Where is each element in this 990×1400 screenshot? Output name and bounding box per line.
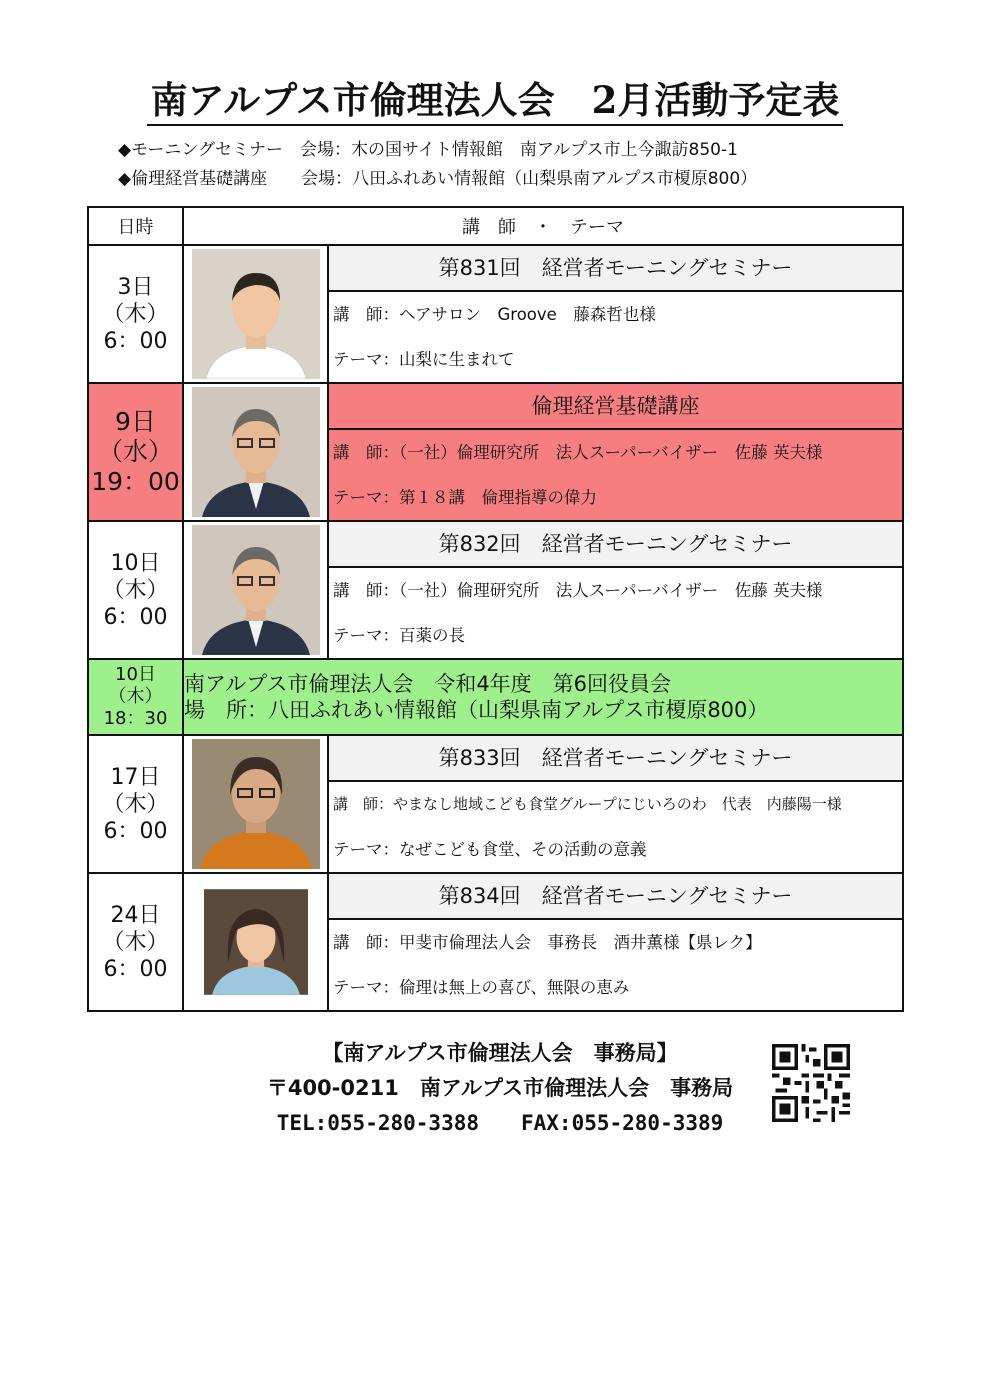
speaker-portrait-image	[204, 877, 308, 1007]
lecturer-line: 講 師：（一社）倫理研究所 法人スーパーバイザー 佐藤 英夫様	[329, 430, 902, 475]
event-details	[328, 873, 903, 1011]
event-details	[328, 735, 903, 873]
venue-morning-seminar: ◆モーニングセミナー 会場：木の国サイト情報館 南アルプス市上今諏訪850-1	[118, 140, 738, 160]
date-time: 19：00	[91, 467, 180, 496]
date-cell	[88, 873, 183, 1011]
table-row	[88, 383, 903, 521]
qr-code-icon[interactable]	[772, 1044, 850, 1122]
date-time: 6：00	[103, 604, 168, 630]
date-day: 10日	[115, 664, 156, 685]
date-weekday: （木）	[102, 929, 169, 955]
date-weekday: （木）	[102, 301, 169, 327]
board-meeting-location: 場 所：八田ふれあい情報館（山梨県南アルプス市榎原800）	[184, 698, 769, 722]
speaker-photo	[183, 735, 328, 873]
speaker-portrait-image	[192, 525, 320, 655]
date-weekday: （木）	[102, 791, 169, 817]
date-cell	[88, 521, 183, 659]
office-address: 〒400-0211 南アルプス市倫理法人会 事務局	[266, 1076, 734, 1100]
table-row	[88, 245, 903, 383]
board-meeting-details	[183, 659, 903, 735]
table-row	[88, 735, 903, 873]
office-phone-fax: TEL:055-280-3388 FAX:055-280-3389	[276, 1111, 724, 1135]
date-cell	[88, 659, 183, 735]
theme-line: テーマ：百薬の長	[333, 626, 465, 645]
header-topic: 講 師 ・ テーマ	[183, 207, 903, 245]
event-heading: 第834回 経営者モーニングセミナー	[329, 874, 902, 920]
theme-line: テーマ：山梨に生まれて	[333, 350, 515, 369]
schedule-table	[87, 206, 904, 1012]
speaker-photo	[183, 245, 328, 383]
speaker-portrait-image	[192, 249, 320, 379]
date-time: 18：30	[103, 708, 168, 729]
event-heading: 第831回 経営者モーニングセミナー	[329, 246, 902, 292]
speaker-portrait-image	[192, 739, 320, 869]
date-weekday: （木）	[102, 577, 169, 603]
theme-line: テーマ：倫理は無上の喜び、無限の恵み	[333, 978, 630, 997]
lecturer-line: 講 師：ヘアサロン Groove 藤森哲也様	[333, 305, 656, 324]
page-title: 南アルプス市倫理法人会 2月活動予定表	[0, 70, 990, 124]
date-day: 3日	[117, 274, 154, 300]
lecturer-line: 講 師：甲斐市倫理法人会 事務長 酒井薫様【県レク】	[333, 933, 762, 952]
office-contact	[240, 1036, 760, 1141]
date-weekday: （木）	[108, 686, 163, 707]
date-weekday: （水）	[97, 437, 173, 466]
speaker-photo	[183, 383, 328, 521]
table-header	[88, 207, 903, 245]
date-time: 6：00	[103, 818, 168, 844]
date-cell	[88, 383, 183, 521]
header-date: 日時	[88, 207, 183, 245]
table-row	[88, 521, 903, 659]
event-details	[328, 383, 903, 521]
board-meeting-title: 南アルプス市倫理法人会 令和4年度 第6回役員会	[184, 672, 672, 696]
date-cell	[88, 735, 183, 873]
event-heading: 倫理経営基礎講座	[329, 384, 902, 430]
theme-line: テーマ：なぜこども食堂、その活動の意義	[333, 840, 647, 859]
table-row	[88, 659, 903, 735]
speaker-photo	[183, 873, 328, 1011]
venue-basic-course: ◆倫理経営基礎講座 会場：八田ふれあい情報館（山梨県南アルプス市榎原800）	[118, 169, 758, 189]
lecturer-line: 講 師：やまなし地域こども食堂グループにじいろのわ 代表 内藤陽一様	[333, 795, 842, 813]
date-day: 24日	[110, 902, 161, 928]
event-details	[328, 245, 903, 383]
date-cell	[88, 245, 183, 383]
venue-list	[118, 136, 757, 194]
event-details	[328, 521, 903, 659]
table-row	[88, 873, 903, 1011]
speaker-photo	[183, 521, 328, 659]
theme-line: テーマ：第１８講 倫理指導の偉力	[329, 475, 902, 520]
date-day: 17日	[110, 764, 161, 790]
date-time: 6：00	[103, 956, 168, 982]
lecturer-line: 講 師：（一社）倫理研究所 法人スーパーバイザー 佐藤 英夫様	[333, 581, 823, 600]
speaker-portrait-image	[192, 387, 320, 517]
date-day: 10日	[110, 550, 161, 576]
office-heading: 【南アルプス市倫理法人会 事務局】	[322, 1041, 678, 1065]
date-time: 6：00	[103, 328, 168, 354]
date-day: 9日	[115, 407, 156, 436]
event-heading: 第832回 経営者モーニングセミナー	[329, 522, 902, 568]
event-heading: 第833回 経営者モーニングセミナー	[329, 736, 902, 782]
